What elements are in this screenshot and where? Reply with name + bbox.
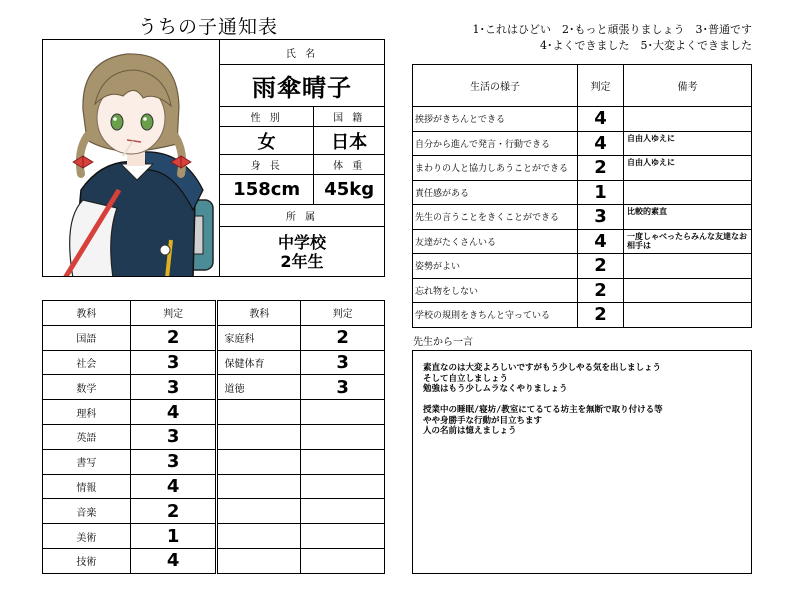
nationality-label: 国 籍: [314, 107, 385, 127]
subjects-header-row: [43, 301, 385, 326]
table-row: [413, 107, 752, 132]
student-name: 雨傘晴子: [220, 65, 385, 107]
empty-cell: [301, 449, 385, 474]
table-row: [413, 229, 752, 254]
behavior-note: 比較的素直: [624, 205, 752, 230]
subject-grade: 1: [130, 524, 217, 549]
behavior-grade: 4: [578, 131, 624, 156]
affiliation-grade: 2年生: [280, 251, 324, 271]
weight-label: 体 重: [314, 155, 385, 175]
grade-legend: [473, 22, 753, 54]
behavior-grade: 2: [578, 156, 624, 181]
table-row: [43, 499, 385, 524]
subject-name: 書写: [43, 449, 131, 474]
table-row: [43, 449, 385, 474]
empty-cell: [301, 424, 385, 449]
subject-name: 道徳: [217, 375, 301, 400]
subject-grade: 4: [130, 400, 217, 425]
behavior-note: [624, 180, 752, 205]
name-label: 氏 名: [220, 40, 385, 65]
behavior-item: 挨拶がきちんとできる: [413, 107, 578, 132]
behavior-item: まわりの人と協力しあうことができる: [413, 156, 578, 181]
subject-name: 美術: [43, 524, 131, 549]
affiliation-label: 所 属: [220, 205, 385, 227]
behavior-grade: 4: [578, 107, 624, 132]
behavior-item: 先生の言うことをきくことができる: [413, 205, 578, 230]
empty-cell: [217, 424, 301, 449]
grade-header: 判定: [130, 301, 217, 326]
behavior-table: [412, 64, 752, 328]
subject-name: 社会: [43, 350, 131, 375]
height-label: 身 長: [220, 155, 314, 175]
teacher-comment-box: 素直なのは大変よろしいですがもう少しやる気を出しましょう そして自立しましょう 勉強はもう少しムラなくやりましょう 授業中の睡眠/寝坊/教室にてるてる坊主を無断で取り付ける等 やや身勝手な行動が目立ちます 人の名前は憶えましょう: [412, 350, 752, 574]
table-row: [43, 524, 385, 549]
height-value: 158cm: [220, 175, 314, 205]
subject-name: 技術: [43, 548, 131, 573]
subject-grade: 3: [301, 375, 385, 400]
empty-cell: [217, 524, 301, 549]
behavior-grade: 3: [578, 205, 624, 230]
subject-grade: 4: [130, 548, 217, 573]
table-row: [43, 350, 385, 375]
table-row: [413, 303, 752, 328]
table-row: [413, 278, 752, 303]
table-row: [413, 156, 752, 181]
table-row: [43, 474, 385, 499]
empty-cell: [301, 499, 385, 524]
gender-value: 女: [220, 127, 314, 155]
subject-name: 情報: [43, 474, 131, 499]
table-row: [43, 375, 385, 400]
empty-cell: [217, 474, 301, 499]
behavior-note-header: 備考: [624, 65, 752, 107]
behavior-item: 忘れ物をしない: [413, 278, 578, 303]
behavior-grade: 4: [578, 229, 624, 254]
behavior-note: [624, 278, 752, 303]
behavior-note: 自由人ゆえに: [624, 131, 752, 156]
empty-cell: [217, 400, 301, 425]
grade-header-2: 判定: [301, 301, 385, 326]
empty-cell: [217, 548, 301, 573]
table-row: [43, 424, 385, 449]
gender-label: 性 別: [220, 107, 314, 127]
character-illustration: [43, 40, 220, 277]
subject-name: 家庭科: [217, 325, 301, 350]
table-row: [413, 205, 752, 230]
subject-name: 国語: [43, 325, 131, 350]
empty-cell: [301, 474, 385, 499]
behavior-header-row: [413, 65, 752, 107]
behavior-note: [624, 303, 752, 328]
subject-name: 理科: [43, 400, 131, 425]
affiliation-school: 中学校: [277, 232, 326, 252]
subject-header: 教科: [43, 301, 131, 326]
subject-grade: 4: [130, 474, 217, 499]
empty-cell: [301, 400, 385, 425]
subject-grade: 3: [130, 350, 217, 375]
legend-line-2: 4･よくできました 5･大変よくできました: [540, 39, 752, 52]
behavior-note: [624, 107, 752, 132]
behavior-item: 友達がたくさんいる: [413, 229, 578, 254]
subject-name: 英語: [43, 424, 131, 449]
nationality-value: 日本: [314, 127, 385, 155]
empty-cell: [217, 499, 301, 524]
empty-cell: [301, 524, 385, 549]
empty-cell: [301, 548, 385, 573]
table-row: [43, 325, 385, 350]
behavior-item: 学校の規則をきちんと守っている: [413, 303, 578, 328]
subject-name: 数学: [43, 375, 131, 400]
behavior-grade-header: 判定: [578, 65, 624, 107]
behavior-grade: 1: [578, 180, 624, 205]
table-row: [43, 400, 385, 425]
subjects-table: [42, 300, 385, 574]
subject-name: 音楽: [43, 499, 131, 524]
behavior-item: 自分から進んで発言・行動できる: [413, 131, 578, 156]
page-title: うちの子通知表: [138, 16, 279, 38]
table-row: [413, 180, 752, 205]
behavior-grade: 2: [578, 278, 624, 303]
subject-name: 保健体育: [217, 350, 301, 375]
behavior-item: 責任感がある: [413, 180, 578, 205]
subject-grade: 2: [130, 325, 217, 350]
subject-grade: 3: [130, 375, 217, 400]
weight-value: 45kg: [314, 175, 385, 205]
behavior-item: 姿勢がよい: [413, 254, 578, 279]
character-portrait: [42, 39, 220, 277]
behavior-item-header: 生活の様子: [413, 65, 578, 107]
behavior-grade: 2: [578, 254, 624, 279]
behavior-note: 一度しゃべったらみんな友達なお相手は: [624, 229, 752, 254]
profile-table: [219, 39, 385, 277]
behavior-grade: 2: [578, 303, 624, 328]
table-row: [43, 548, 385, 573]
subject-grade: 2: [301, 325, 385, 350]
subject-grade: 3: [130, 449, 217, 474]
behavior-note: [624, 254, 752, 279]
subject-grade: 3: [130, 424, 217, 449]
subject-grade: 2: [130, 499, 217, 524]
behavior-note: 自由人ゆえに: [624, 156, 752, 181]
affiliation-value: [220, 227, 385, 277]
legend-line-1: 1･これはひどい 2･もっと頑張りましょう 3･普通です: [472, 23, 752, 36]
table-row: [413, 254, 752, 279]
subject-header-2: 教科: [217, 301, 301, 326]
empty-cell: [217, 449, 301, 474]
teacher-comment-label: 先生から一言: [413, 337, 473, 348]
table-row: [413, 131, 752, 156]
subject-grade: 3: [301, 350, 385, 375]
